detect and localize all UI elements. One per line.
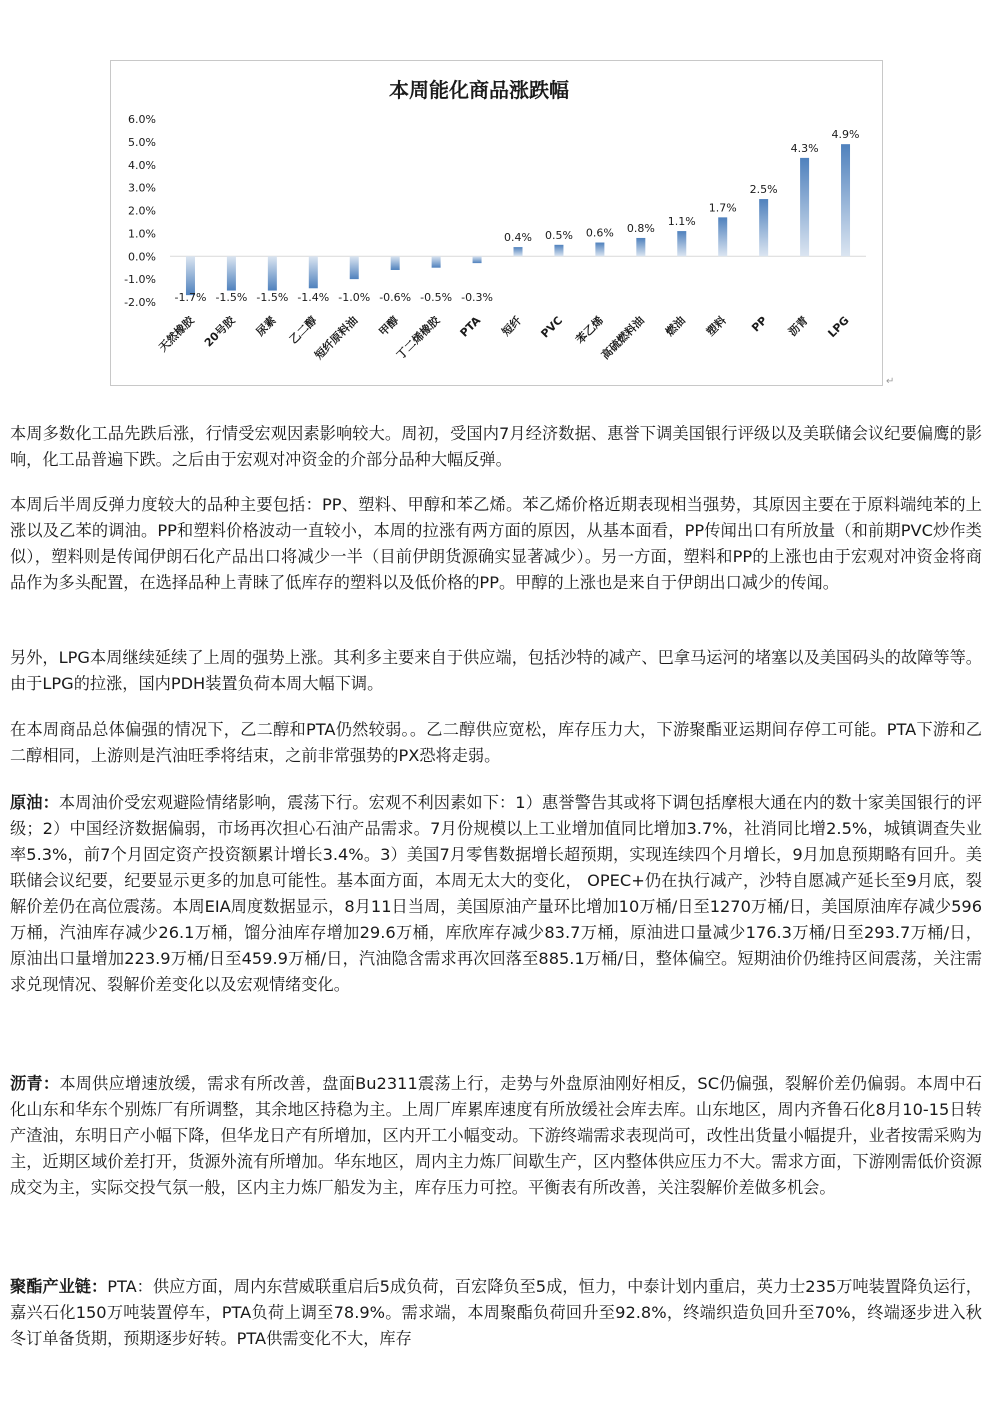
paragraph-lpg: 另外，LPG本周继续延续了上周的强势上涨。其利多主要来自于供应端，包括沙特的减产、巴拿马运河的堵塞以及美国码头的故障等等。由于LPG的拉涨，国内PDH装置负荷本周大幅下调。	[10, 648, 982, 693]
data-label: 0.5%	[544, 228, 573, 242]
bar-4	[350, 256, 359, 279]
data-label: 2.5%	[749, 183, 778, 197]
chart-title: 本周能化商品涨跌幅	[389, 78, 569, 102]
category-label: 天然橡胶	[156, 313, 197, 355]
bar-7	[473, 256, 482, 263]
bar-16	[841, 144, 850, 256]
data-label: 4.3%	[790, 141, 819, 155]
category-label: 甲醇	[376, 313, 402, 339]
crude-oil-text: 本周油价受宏观避险情绪影响，震荡下行。宏观不利因素如下：1）惠誉警告其或将下调包括摩根大通在内的数十家美国银行的评级；2）中国经济数据偏弱，市场再次担心石油产品需求。7月份规模以上工业增加值同比增加3.7%，社消同比增2.5%，城镇调查失业率5.3%，前7个月固定资产投资额累计增长3.4%。3）美国7月零售数据增长超预期，实现连续四个月增长，9月加息预期略有回升。美联储会议纪要，纪要显示更多的加息可能性。基本面方面，本周无太大的变化， OPEC+仍在执行减产，沙特自愿减产延长至9月底，裂解价差仍在高位震荡。本周EIA周度数据显示，8月11日当周，美国原油产量环比增加10万桶/日至1270万桶/日，美国原油库存减少596万桶，汽油库存减少26.1万桶，馏分油库存增加29.6万桶，库欣库存减少83.7万桶，原油进口量减少176.3万桶/日至293.7万桶/日，原油出口量增加223.9万桶/日至459.9万桶/日，汽油隐含需求再次回落至885.1万桶/日，整体偏空。短期油价仍维持区间震荡，关注需求兑现情况、裂解价差变化以及宏观情绪变化。	[10, 793, 983, 994]
category-label: PTA	[457, 313, 484, 340]
paragraph-asphalt	[10, 1071, 982, 1201]
category-label: 苯乙烯	[573, 313, 607, 347]
data-label: 0.8%	[626, 221, 655, 235]
bar-chart	[111, 61, 882, 385]
bar-0	[186, 256, 195, 295]
data-label: 4.9%	[831, 128, 860, 142]
bar-11	[636, 238, 645, 256]
data-label: -1.7%	[174, 291, 207, 304]
bar-8	[514, 247, 523, 256]
data-label: -0.3%	[461, 291, 494, 304]
bar-14	[759, 199, 768, 256]
bar-10	[595, 243, 604, 257]
bar-9	[554, 245, 563, 256]
data-label: 1.1%	[667, 215, 696, 229]
y-tick-label: 5.0%	[128, 135, 156, 149]
polyester-label: 聚酯产业链：	[10, 1277, 108, 1296]
bar-1	[227, 256, 236, 290]
data-label: -0.6%	[379, 291, 412, 304]
y-tick-label: 2.0%	[128, 204, 156, 218]
category-label: 短纤	[499, 313, 525, 339]
data-label: 1.7%	[708, 201, 737, 215]
bar-3	[309, 256, 318, 288]
bar-6	[432, 256, 441, 267]
data-label: -1.5%	[215, 291, 248, 304]
category-label: LPG	[825, 313, 852, 341]
data-label: -1.5%	[256, 291, 289, 304]
y-tick-label: 1.0%	[128, 227, 156, 241]
paragraph-mark: ↵	[886, 376, 895, 387]
data-label: -0.5%	[420, 291, 453, 304]
bar-12	[677, 231, 686, 256]
asphalt-text: 本周供应增速放缓，需求有所改善，盘面Bu2311震荡上行，走势与外盘原油刚好相反，SC仍偏强，裂解价差仍偏弱。本周中石化山东和华东个别炼厂有所调整，其余地区持稳为主。上周厂库累库速度有所放缓社会库去库。山东地区，周内齐鲁石化8月10-15日转产渣油，东明日产小幅下降，但华龙日产有所增加，区内开工小幅变动。下游终端需求表现尚可，改性出货量小幅提升，业者按需采购为主，近期区域价差打开，货源外流有所增加。华东地区，周内主力炼厂间歇生产，区内整体供应压力不大。需求方面，下游刚需低价资源成交为主，实际交投气氛一般，区内主力炼厂船发为主，库存压力可控。平衡表有所改善，关注裂解价差做多机会。	[10, 1074, 982, 1197]
bar-2	[268, 256, 277, 290]
paragraph-polyester	[10, 1274, 982, 1352]
category-label: 高硫燃料油	[598, 313, 647, 363]
bar-5	[391, 256, 400, 270]
category-label: 尿素	[253, 313, 279, 339]
y-tick-label: 4.0%	[128, 158, 156, 172]
paragraph-rebound: 本周后半周反弹力度较大的品种主要包括：PP、塑料、甲醇和苯乙烯。苯乙烯价格近期表现相当强势，其原因主要在于原料端纯苯的上涨以及乙苯的调油。PP和塑料价格波动一直较小，本周的拉涨有两方面的原因，从基本面看，PP传闻出口有所放量（和前期PVC炒作类似），塑料则是传闻伊朗石化产品出口将减少一半（目前伊朗货源确实显著减少）。另一方面，塑料和PP的上涨也由于宏观对冲资金将商品作为多头配置，在选择品种上青睐了低库存的塑料以及低价格的PP。甲醇的上涨也是来自于伊朗出口减少的传闻。	[10, 495, 982, 592]
data-label: -1.4%	[297, 291, 330, 304]
category-label: 短纤原料油	[312, 313, 361, 363]
chart-frame	[110, 60, 883, 386]
y-tick-label: 0.0%	[128, 250, 156, 264]
category-label: 丁二烯橡胶	[394, 313, 443, 363]
category-label: 20号胶	[201, 313, 238, 350]
category-label: 塑料	[704, 313, 729, 339]
crude-oil-label: 原油：	[10, 793, 59, 812]
category-label: 沥青	[785, 313, 811, 339]
y-tick-label: -1.0%	[124, 273, 156, 287]
asphalt-label: 沥青：	[10, 1074, 60, 1093]
paragraph-meg-pta: 在本周商品总体偏强的情况下，乙二醇和PTA仍然较弱。。乙二醇供应宽松，库存压力大，下游聚酯亚运期间存停工可能。PTA下游和乙二醇相同，上游则是汽油旺季将结束，之前非常强势的PX恐将走弱。	[10, 720, 982, 765]
category-label: PVC	[538, 313, 566, 341]
paragraph-summary: 本周多数化工品先跌后涨，行情受宏观因素影响较大。周初，受国内7月经济数据、惠誉下调美国银行评级以及美联储会议纪要偏鹰的影响，化工品普遍下跌。之后由于宏观对冲资金的介部分品种大幅反弹。	[10, 424, 982, 469]
bar-13	[718, 217, 727, 256]
category-label: 燃油	[663, 313, 688, 339]
category-label: PP	[749, 313, 770, 335]
polyester-text: PTA：供应方面，周内东营威联重启后5成负荷，百宏降负至5成，恒力，中泰计划内重启，英力士235万吨装置降负运行，嘉兴石化150万吨装置停车，PTA负荷上调至78.9%。需求端，本周聚酯负荷回升至92.8%，终端织造负回升至70%，终端逐步进入秋冬订单备货期，预期逐步好转。PTA供需变化不大，库存	[10, 1277, 982, 1348]
paragraph-crude-oil	[10, 790, 982, 998]
data-label: -1.0%	[338, 291, 371, 304]
y-tick-label: 6.0%	[128, 113, 156, 126]
data-label: 0.4%	[504, 231, 532, 245]
y-tick-label: -2.0%	[124, 296, 156, 309]
data-label: 0.6%	[585, 226, 614, 240]
bar-15	[800, 158, 809, 256]
category-label: 乙二醇	[286, 313, 320, 347]
y-tick-label: 3.0%	[128, 181, 156, 195]
